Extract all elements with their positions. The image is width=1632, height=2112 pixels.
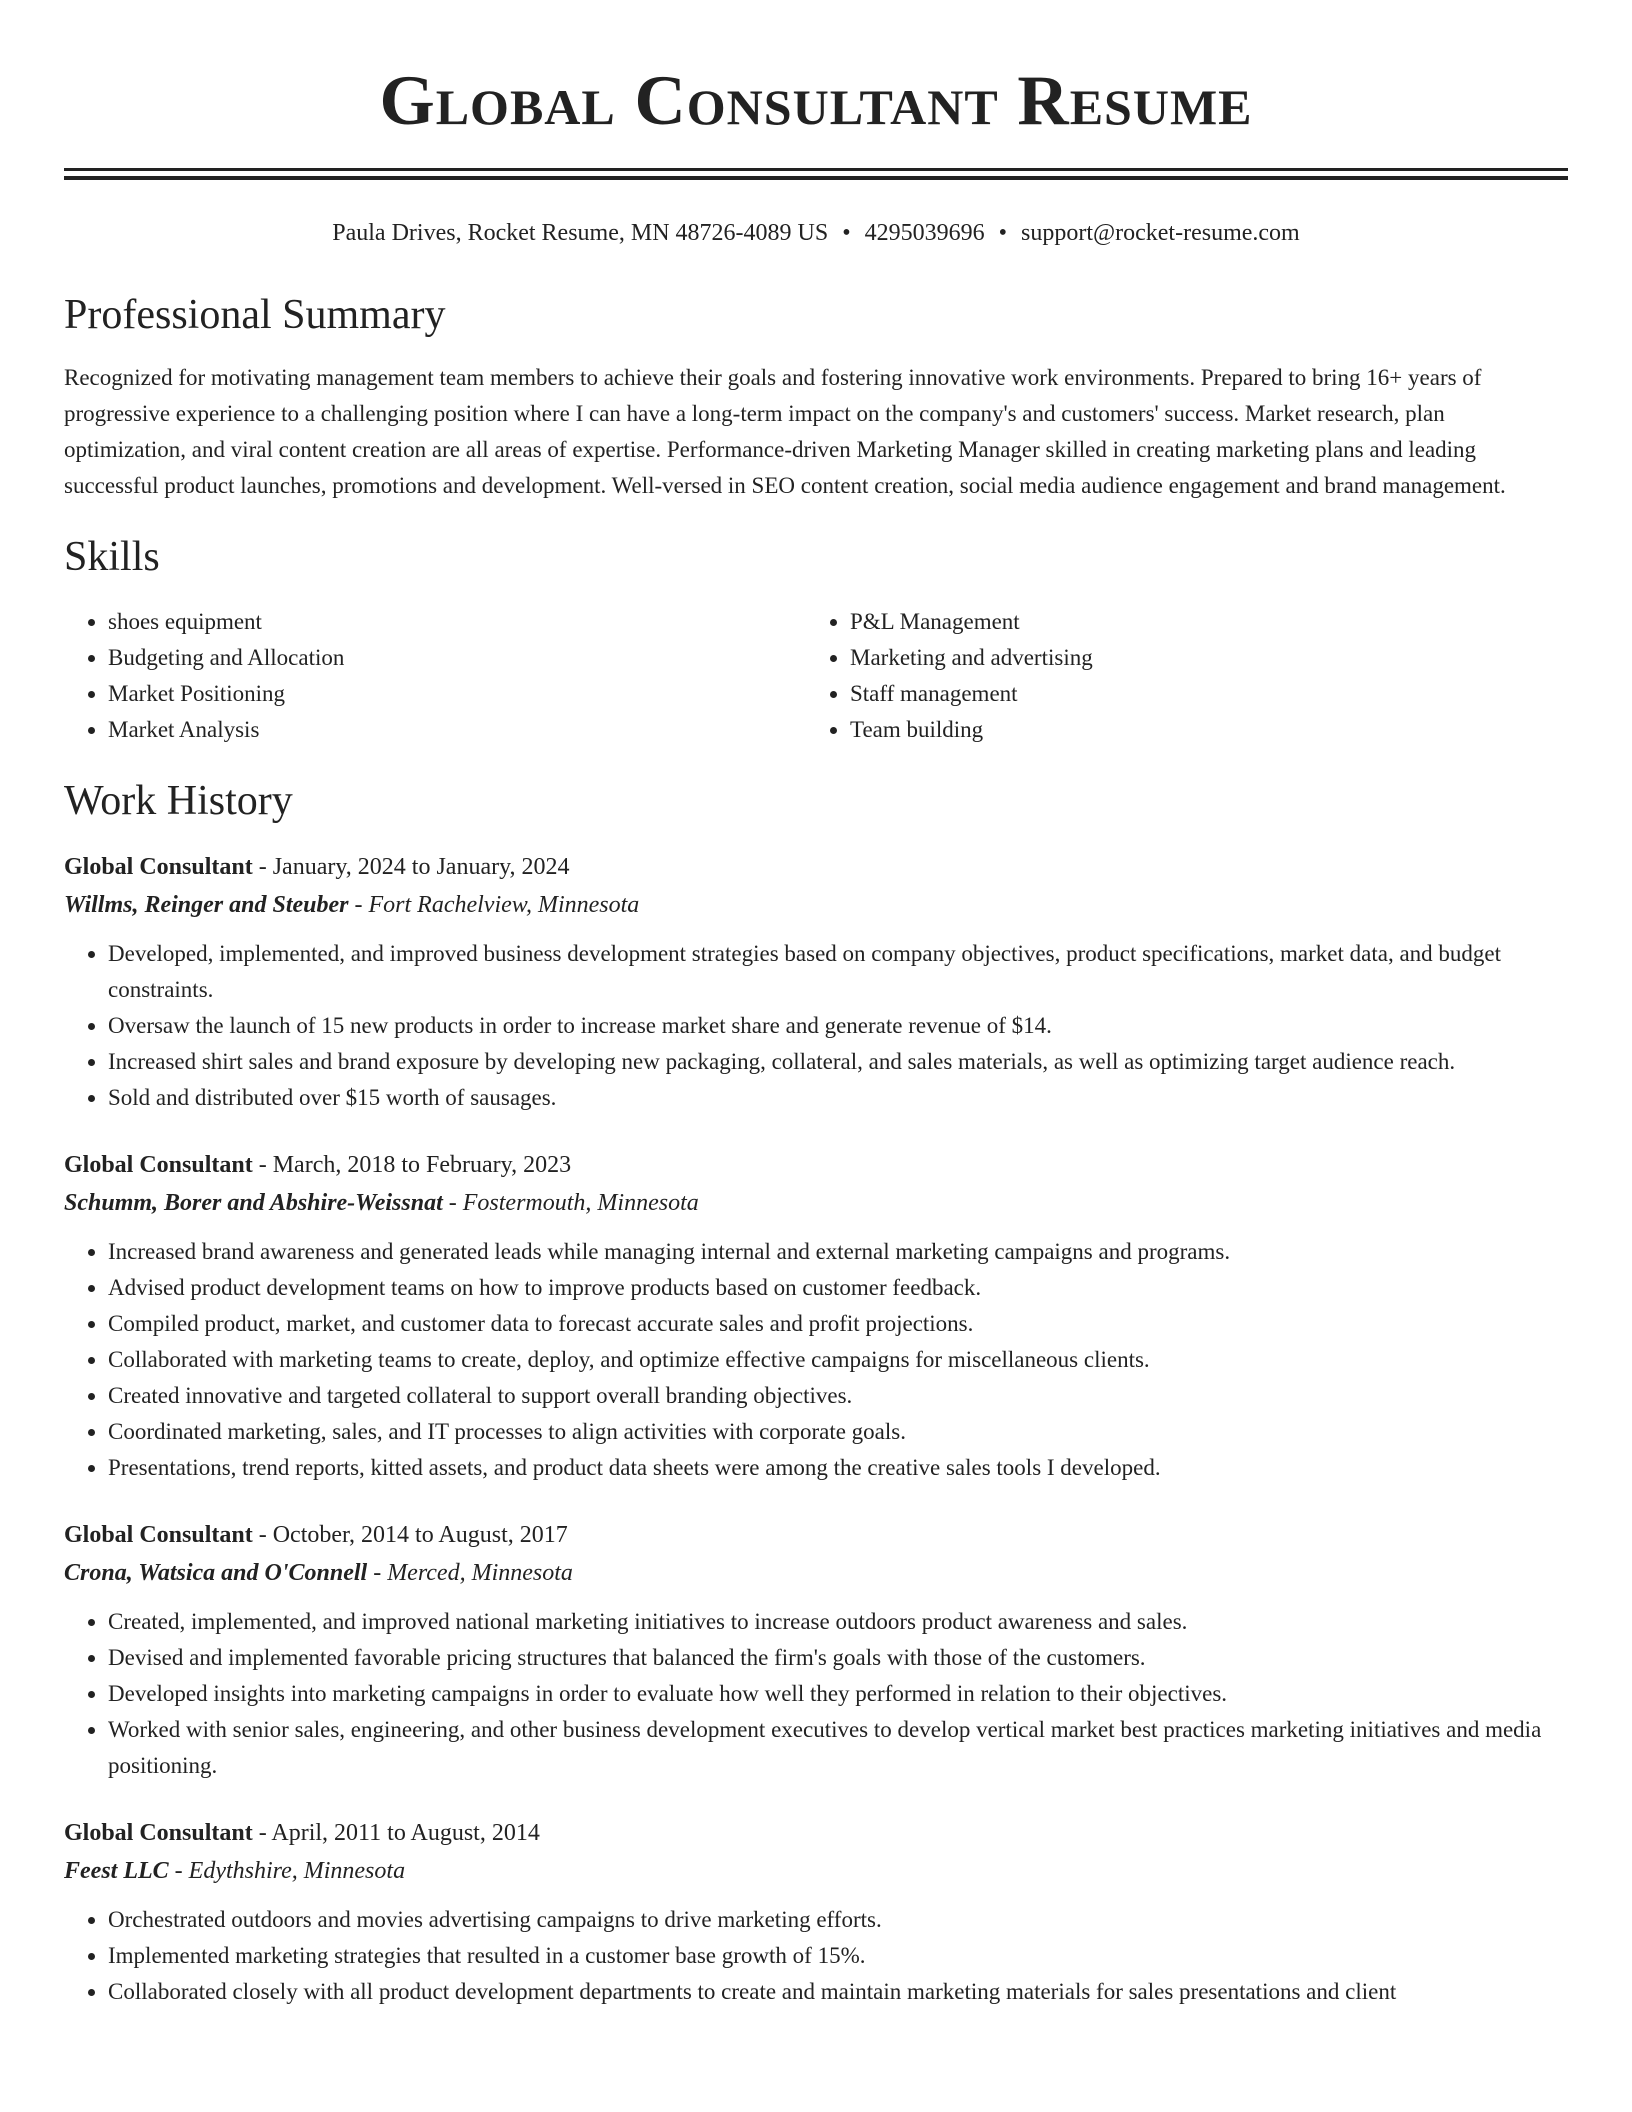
summary-text: Recognized for motivating management team members to achieve their goals and fostering innovative work environments. Prepared to bring 16+ years of progressive experience to a challenging position where I can have a long-term impact on the company's and customers' success. Market research, plan optimization, and viral content creation are all areas of expertise. Performance-driven Marketing Manager skilled in creating marketing plans and leading successful product launches, promotions and development. Well-versed in SEO content creation, social media audience engagement and brand management.	[64, 365, 1506, 498]
skill-item: • P&L Management	[850, 604, 1550, 640]
company-location: Merced, Minnesota	[387, 1560, 573, 1586]
company-location: Fostermouth, Minnesota	[462, 1190, 699, 1216]
job-bullet: • Sold and distributed over $15 worth of sausages.	[108, 1080, 1568, 1116]
job-dash: -	[168, 1858, 189, 1884]
document-title: Global Consultant Resume	[379, 62, 1253, 140]
job-bullet: • Increased brand awareness and generated leads while managing internal and external marketing campaigns and programs.	[108, 1234, 1568, 1270]
title-rule-top	[64, 168, 1568, 171]
job-dates: October, 2014 to August, 2017	[272, 1522, 568, 1548]
job-dash: -	[252, 1152, 273, 1178]
job-dash: -	[252, 1820, 272, 1846]
company-name: Crona, Watsica and O'Connell	[64, 1560, 368, 1586]
job-bullet: • Collaborated with marketing teams to create, deploy, and optimize effective campaigns for miscellaneous clients.	[108, 1342, 1568, 1378]
job-bullet: • Developed, implemented, and improved business development strategies based on company objectives, product specifications, market data, and budget constraints.	[108, 936, 1568, 1008]
work-history-heading: Work History	[64, 778, 293, 824]
job-dash: -	[252, 1522, 273, 1548]
job-title-line	[64, 1814, 1568, 1852]
company-location: Edythshire, Minnesota	[188, 1858, 406, 1884]
skill-item: • Staff management	[850, 676, 1550, 712]
skill-item: • Budgeting and Allocation	[108, 640, 806, 676]
job-dash: -	[367, 1560, 388, 1586]
contact-email: support@rocket-resume.com	[1021, 220, 1300, 246]
job-bullet: • Worked with senior sales, engineering, and other business development executives to develop vertical market best practices marketing initiatives and media positioning.	[108, 1712, 1568, 1784]
company-line	[64, 1852, 1568, 1890]
job-bullets	[64, 936, 1568, 1116]
job-bullet: • Compiled product, market, and customer data to forecast accurate sales and profit projections.	[108, 1306, 1568, 1342]
job-title-line	[64, 1516, 1568, 1554]
job-bullet: • Increased shirt sales and brand exposure by developing new packaging, collateral, and sales materials, as well as optimizing target audience reach.	[108, 1044, 1568, 1080]
job-dates: April, 2011 to August, 2014	[271, 1820, 540, 1846]
job-bullets	[64, 1234, 1568, 1486]
title-rule-bottom	[64, 176, 1568, 180]
company-name: Schumm, Borer and Abshire-Weissnat	[64, 1190, 443, 1216]
job-title-line	[64, 1146, 1568, 1184]
skills-list	[64, 604, 1568, 748]
job-dates: March, 2018 to February, 2023	[272, 1152, 572, 1178]
job-title: Global Consultant	[64, 1522, 253, 1548]
contact-phone: 4295039696	[864, 220, 985, 246]
job-dates: January, 2024 to January, 2024	[272, 854, 570, 880]
job-bullets	[64, 1902, 1568, 2010]
job-title: Global Consultant	[64, 854, 253, 880]
contact-line	[64, 218, 1568, 248]
company-line	[64, 1184, 1568, 1222]
job-bullet: • Orchestrated outdoors and movies advertising campaigns to drive marketing efforts.	[108, 1902, 1568, 1938]
skill-item: • shoes equipment	[108, 604, 806, 640]
resume-page	[64, 0, 1568, 2010]
company-line	[64, 886, 1568, 924]
job-entry	[64, 1814, 1568, 2010]
skill-item: • Market Analysis	[108, 712, 806, 748]
skill-item: • Team building	[850, 712, 1550, 748]
company-location: Fort Rachelview, Minnesota	[368, 892, 640, 918]
job-bullet: • Developed insights into marketing campaigns in order to evaluate how well they performed in relation to their objectives.	[108, 1676, 1568, 1712]
job-entry	[64, 1516, 1568, 1784]
job-bullet: • Created innovative and targeted collateral to support overall branding objectives.	[108, 1378, 1568, 1414]
job-dash: -	[442, 1190, 463, 1216]
job-entry	[64, 848, 1568, 1116]
contact-separator: •	[842, 220, 851, 246]
job-bullet: • Presentations, trend reports, kitted assets, and product data sheets were among the creative sales tools I developed.	[108, 1450, 1568, 1486]
skill-item: • Market Positioning	[108, 676, 806, 712]
company-line	[64, 1554, 1568, 1592]
contact-separator: •	[998, 220, 1008, 246]
job-dash: -	[348, 892, 369, 918]
job-bullet: • Collaborated closely with all product development departments to create and maintain marketing materials for sales presentations and client	[108, 1974, 1568, 2010]
contact-address: Paula Drives, Rocket Resume, MN 48726-4089 US	[332, 220, 829, 246]
job-dash: -	[252, 854, 273, 880]
job-bullet: • Advised product development teams on how to improve products based on customer feedback.	[108, 1270, 1568, 1306]
job-title-line	[64, 848, 1568, 886]
job-bullet: • Oversaw the launch of 15 new products in order to increase market share and generate revenue of $14.	[108, 1008, 1568, 1044]
job-bullet: • Created, implemented, and improved national marketing initiatives to increase outdoors product awareness and sales.	[108, 1604, 1568, 1640]
company-name: Feest LLC	[64, 1858, 169, 1884]
company-name: Willms, Reinger and Steuber	[64, 892, 349, 918]
job-bullet: • Coordinated marketing, sales, and IT processes to align activities with corporate goals.	[108, 1414, 1568, 1450]
job-title: Global Consultant	[64, 1152, 253, 1178]
skills-column-left	[64, 604, 806, 748]
skill-item: • Marketing and advertising	[850, 640, 1550, 676]
job-bullet: • Devised and implemented favorable pricing structures that balanced the firm's goals with those of the customers.	[108, 1640, 1568, 1676]
skills-column-right	[806, 604, 1550, 748]
job-title: Global Consultant	[64, 1820, 253, 1846]
skills-heading: Skills	[64, 534, 160, 580]
job-bullet: • Implemented marketing strategies that resulted in a customer base growth of 15%.	[108, 1938, 1568, 1974]
job-entry	[64, 1146, 1568, 1486]
job-bullets	[64, 1604, 1568, 1784]
summary-heading: Professional Summary	[64, 292, 446, 338]
